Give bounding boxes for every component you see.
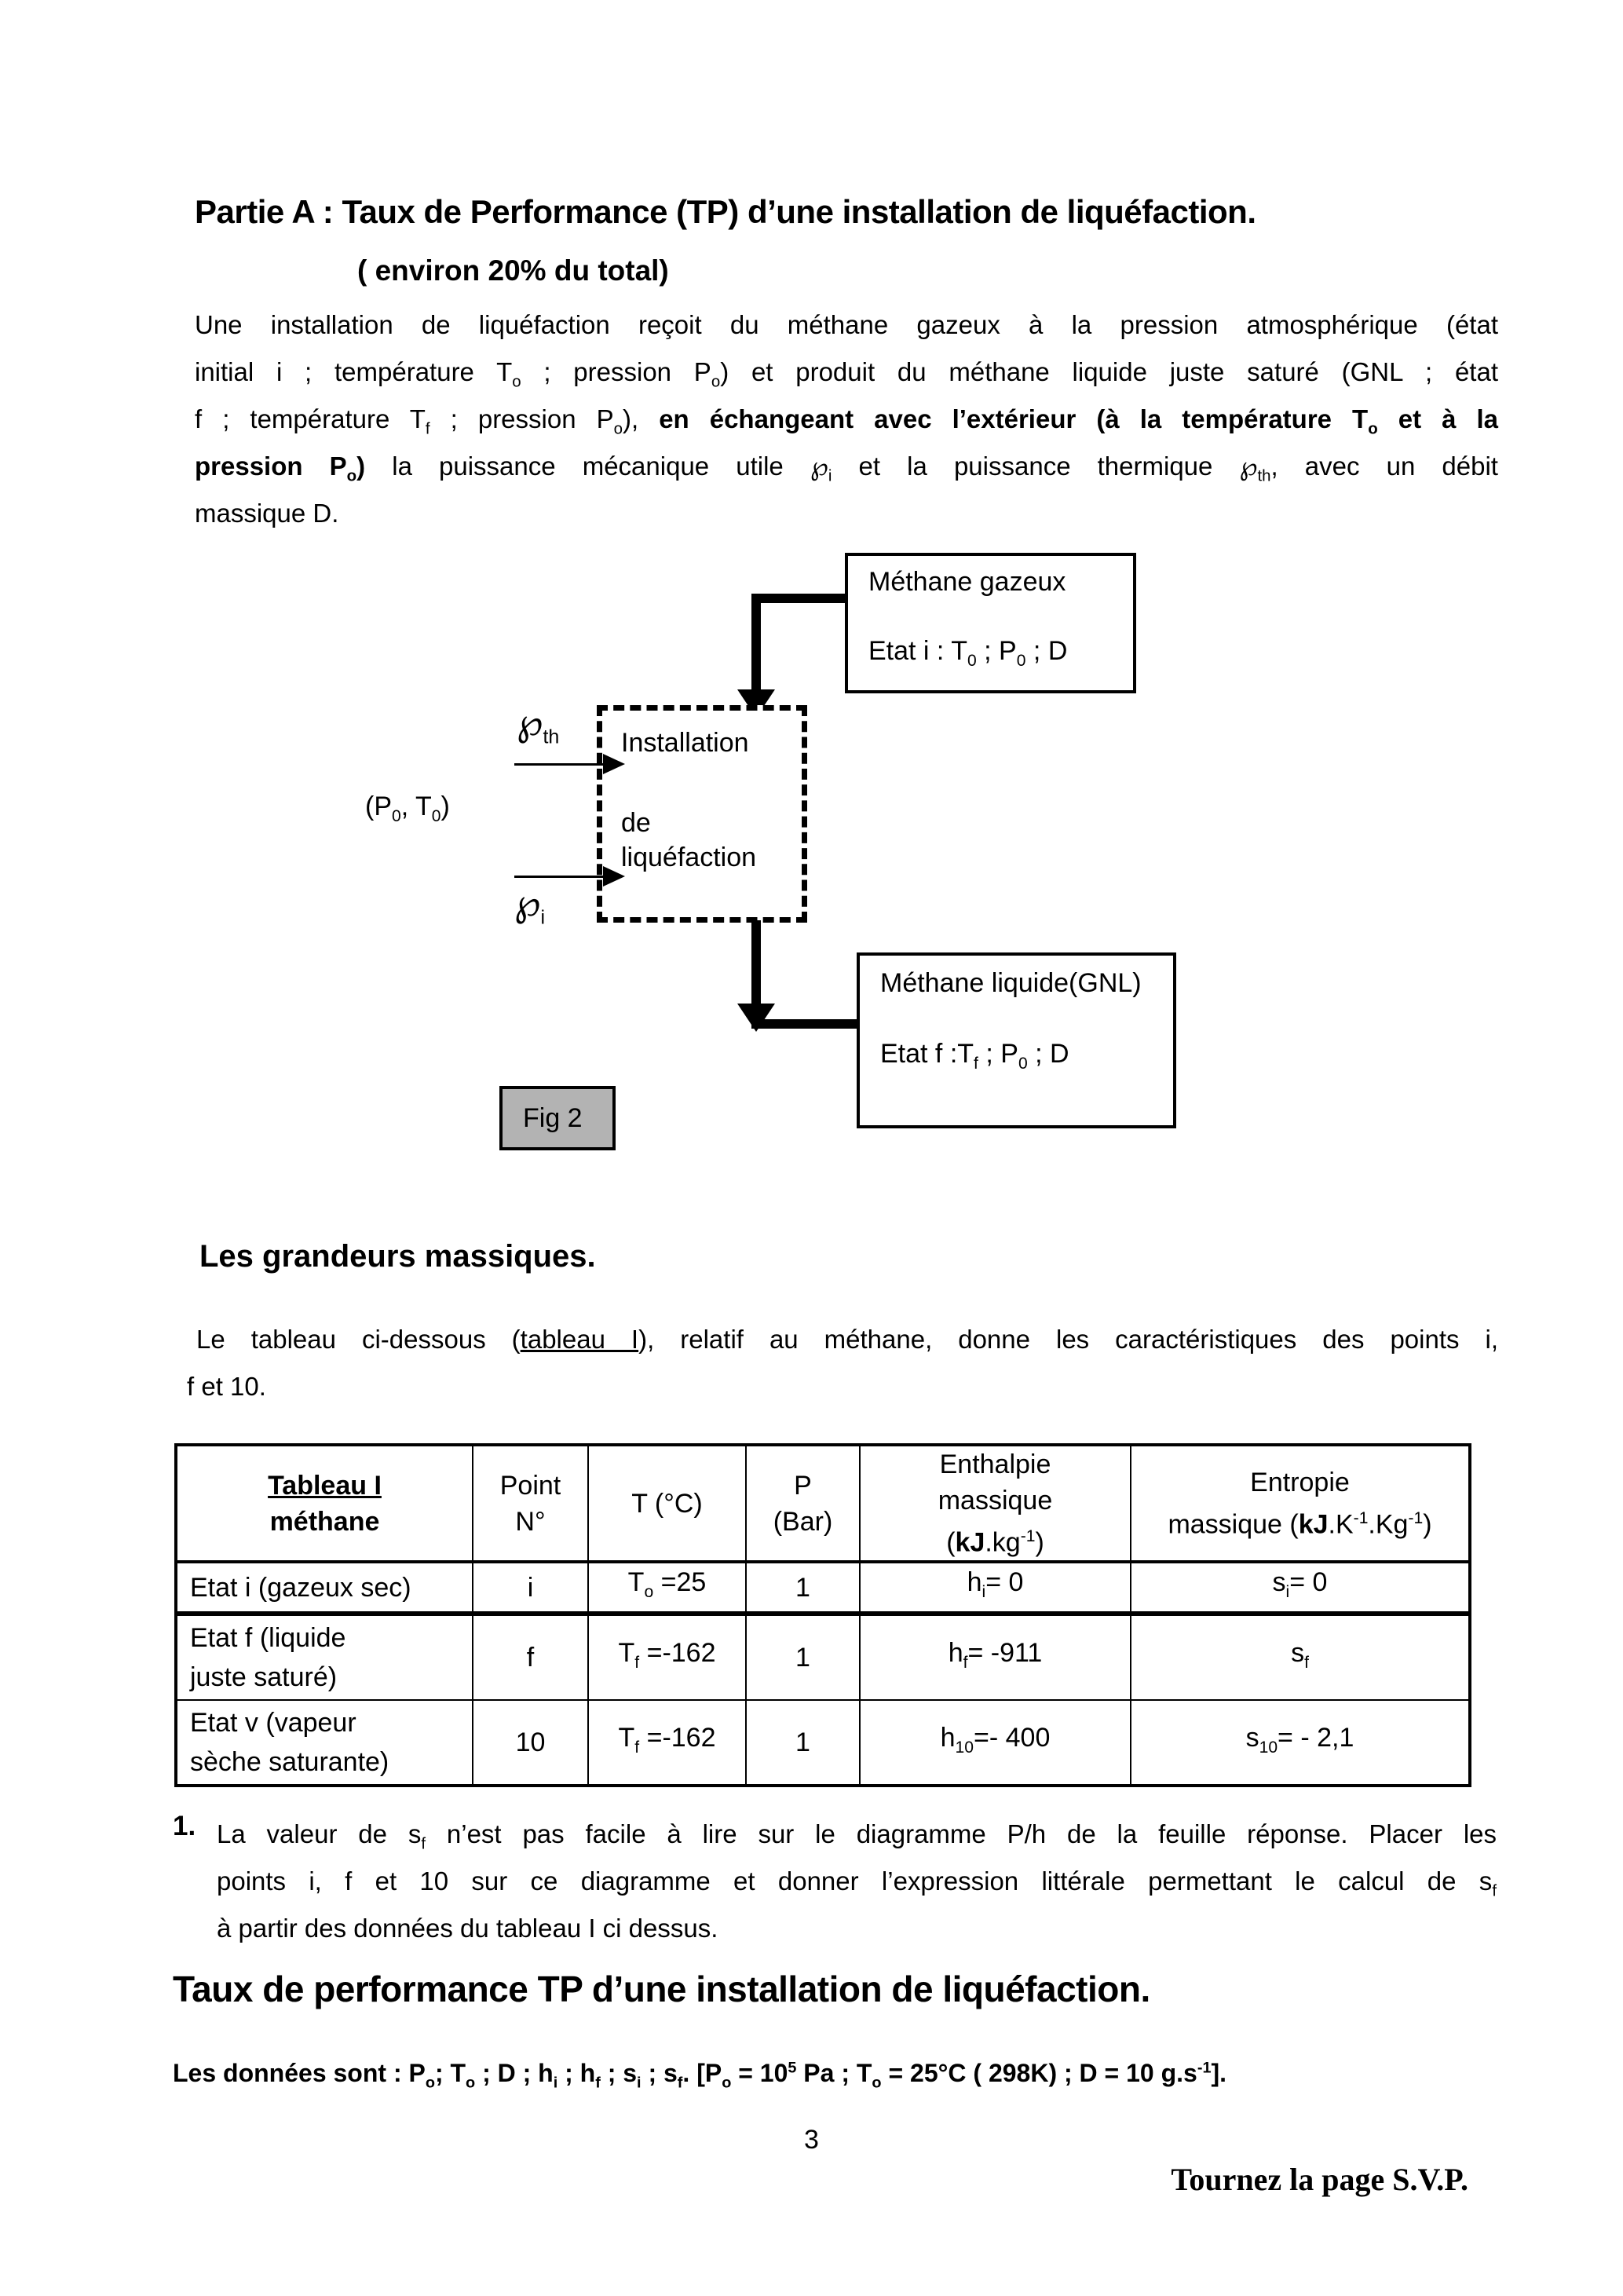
page-title: Partie A : Taux de Performance (TP) d’une installation de liquéfaction. bbox=[195, 193, 1256, 230]
question-number: 1. bbox=[173, 1811, 196, 1841]
header-line: Enthalpie bbox=[939, 1450, 1051, 1479]
page-subtitle: ( environ 20% du total) bbox=[357, 254, 669, 287]
header-line: N° bbox=[515, 1506, 546, 1537]
liquid-box-state: Etat f $:T_f$ ; $P_0$ ; D bbox=[880, 1039, 1069, 1073]
gas-box-state: Etat i : $T_0$ ; $P_0$ ; D bbox=[868, 636, 1068, 670]
flow-line-horizontal-bottom bbox=[751, 1019, 857, 1029]
cell-pressure: 1 bbox=[746, 1700, 860, 1786]
header-line: massique bbox=[938, 1486, 1053, 1515]
arrow-right-icon bbox=[603, 754, 625, 774]
tableau-1 bbox=[174, 1443, 1471, 1787]
page-number: 3 bbox=[804, 2125, 819, 2155]
methane-gas-box bbox=[845, 553, 1136, 693]
table-row bbox=[176, 1614, 1470, 1700]
cell-etat: Etat i (gazeux sec) bbox=[176, 1562, 473, 1614]
cell-point: i bbox=[473, 1562, 588, 1614]
turn-page-note: Tournez la page S.V.P. bbox=[1171, 2162, 1468, 2197]
header-line: Tableau I bbox=[268, 1470, 382, 1501]
mech-arrow-line bbox=[514, 876, 609, 878]
cell-temperature: $T_f =-162$ bbox=[588, 1614, 746, 1700]
installation-box-line: Installation bbox=[621, 728, 749, 758]
cell-point: 10 bbox=[473, 1700, 588, 1786]
cell-entropie: $s_{10}= - 2,1$ bbox=[1131, 1700, 1470, 1786]
cell-pressure: 1 bbox=[746, 1614, 860, 1700]
intro-paragraph bbox=[195, 302, 1498, 537]
question-1 bbox=[217, 1811, 1497, 1952]
section-heading-grandeurs: Les grandeurs massiques. bbox=[199, 1239, 596, 1274]
power-thermal-label: $℘_{th}$ bbox=[517, 700, 560, 748]
section-heading-taux: Taux de performance TP d’une installation de liquéfaction. bbox=[173, 1969, 1150, 2009]
header-entropie bbox=[1131, 1445, 1470, 1562]
cell-enthalpie: $h_f= -911$ bbox=[860, 1614, 1131, 1700]
header-line: Entropie bbox=[1250, 1468, 1350, 1497]
header-line: (Bar) bbox=[773, 1506, 833, 1537]
cell-entropie: $s_f$ bbox=[1131, 1614, 1470, 1700]
ambient-conditions-label: ($P_0$, $T_0$) bbox=[365, 792, 450, 825]
installation-box-line: de bbox=[621, 808, 651, 838]
header-tableau bbox=[176, 1445, 473, 1562]
figure-caption: Fig 2 bbox=[523, 1102, 583, 1133]
table-intro-line: Le tableau ci-dessous (tableau I), relatif au méthane, donne les caractéristiques des points i, bbox=[196, 1325, 1498, 1354]
cell-enthalpie: $h_i= 0$ bbox=[860, 1562, 1131, 1614]
cell-etat: Etat f (liquide juste saturé) bbox=[176, 1614, 473, 1700]
paragraph-line: pression $P_o$) la puissance mécanique utile $℘_i$ et la puissance thermique $℘_{th}$, avec un débit bbox=[195, 452, 1498, 485]
power-mech-label: $℘_i$ bbox=[514, 881, 546, 929]
installation-box-line: liquéfaction bbox=[621, 843, 757, 872]
flow-line-horizontal-top bbox=[751, 594, 848, 603]
gas-box-title: Méthane gazeux bbox=[868, 567, 1066, 597]
paragraph-line: Une installation de liquéfaction reçoit du méthane gazeux à la pression atmosphérique (état bbox=[195, 310, 1498, 339]
arrow-right-icon bbox=[603, 866, 625, 887]
header-pressure bbox=[746, 1445, 860, 1562]
flow-line-vertical-top bbox=[751, 594, 761, 691]
cell-temperature: $T_f =-162$ bbox=[588, 1700, 746, 1786]
cell-etat: Etat v (vapeur sèche saturante) bbox=[176, 1700, 473, 1786]
table-row bbox=[176, 1700, 1470, 1786]
question-line: à partir des données du tableau I ci dessus. bbox=[217, 1914, 718, 1943]
header-line: P bbox=[794, 1470, 812, 1501]
cell-enthalpie: $h_{10}=-$ 400 bbox=[860, 1700, 1131, 1786]
question-line: points i, f et 10 sur ce diagramme et donner l’expression littérale permettant le calcul de $s_f$ bbox=[217, 1866, 1497, 1900]
cell-entropie: $s_i= 0$ bbox=[1131, 1562, 1470, 1614]
paragraph-line: initial i ; température $T_o$ ; pression $P_o$) et produit du méthane liquide juste saturé (GNL ; état bbox=[195, 357, 1499, 391]
table-header-row bbox=[176, 1445, 1470, 1562]
cell-temperature: $T_o =25$ bbox=[588, 1562, 746, 1614]
header-line: $(kJ.kg^{-1})$ bbox=[946, 1527, 1044, 1558]
table-row bbox=[176, 1562, 1470, 1614]
methane-liquid-box bbox=[857, 952, 1176, 1128]
header-line: massique $(kJ.K^{-1}.Kg^{-1})$ bbox=[1168, 1509, 1432, 1540]
table-intro-line: f et 10. bbox=[187, 1372, 266, 1401]
cell-pressure: 1 bbox=[746, 1562, 860, 1614]
liquid-box-title: Méthane liquide(GNL) bbox=[880, 968, 1142, 998]
paragraph-line: f ; température $T_f$ ; pression $P_o$), en échangeant avec l’extérieur (à la température $T_o$ et à la bbox=[195, 404, 1499, 438]
header-line: Point bbox=[499, 1470, 561, 1501]
header-line: T (°C) bbox=[631, 1488, 703, 1519]
header-enthalpie bbox=[860, 1445, 1131, 1562]
installation-box bbox=[597, 705, 807, 923]
cell-point: f bbox=[473, 1614, 588, 1700]
header-temperature bbox=[588, 1445, 746, 1562]
thermal-arrow-line bbox=[514, 763, 609, 766]
data-values-line: Les données sont : $P_o$; $T_o$ ; D ; $h_i$ ; $h_f$ ; $s_i$ ; $s_f$. [$P_o = 10^5$ Pa ; $T_o = 25^\circ C$ ( 298K) ; D = 10 $g.s^{-1}$]. bbox=[173, 2059, 1227, 2092]
header-point bbox=[473, 1445, 588, 1562]
question-line: La valeur de $s_f$ n’est pas facile à lire sur le diagramme P/h de la feuille réponse. Placer les bbox=[217, 1819, 1497, 1853]
header-line: méthane bbox=[269, 1506, 380, 1537]
methane-table bbox=[174, 1443, 1471, 1787]
figure-caption-box bbox=[499, 1086, 616, 1150]
flow-line-vertical-bottom bbox=[751, 920, 761, 1007]
paragraph-line: massique D. bbox=[195, 499, 339, 528]
